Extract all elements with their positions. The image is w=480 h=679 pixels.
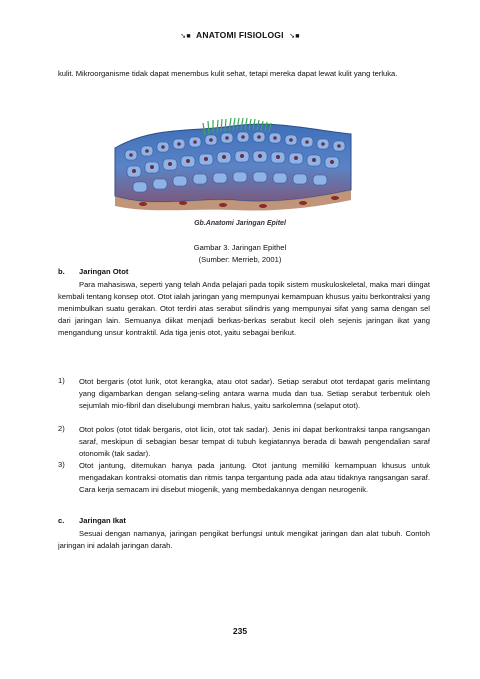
section-c-number: c. [58,516,65,525]
header-title: ANATOMI FISIOLOGI [196,30,284,40]
epithelium-illustration [113,108,353,214]
section-c-paragraph: Sesuai dengan namanya, jaringan pengikat berfungsi untuk mengikat jaringan dan alat tubuh. Contoh jaringan ini adalah jaringan darah. [58,529,430,551]
figure-image-label: Gb.Anatomi Jaringan Epitel [194,220,286,227]
list-item-number: 3) [58,460,65,469]
list-item-number: 1) [58,376,65,385]
list-item-text: Otot bergaris (otot lurik, otot kerangka, atau otot sadar). Setiap serabut otot terdapat garis melintang yang digambarkan dengan selang-seling antara warna muda dan tua. Setiap serabut terbentuk oleh sejumlah mio-fibril dan diselubungi membran halus, yaitu sarkolemna (selaput otot). [79,377,430,411]
header-mark-left: ➘■ [180,33,191,40]
section-c-heading: Jaringan Ikat [79,516,126,525]
figure-source: (Sumber: Merrieb, 2001) [198,255,282,264]
header-mark-right: ➘■ [289,33,300,40]
section-b-heading: Jaringan Otot [79,267,129,276]
section-b-number: b. [58,267,65,276]
figure-caption: Gambar 3. Jaringan Epithel [193,243,287,252]
epithelium-drawing [113,108,353,214]
running-header [0,30,480,40]
list-item-text: Otot polos (otot tidak bergaris, otot licin, otot tak sadar). Jenis ini dapat berkontraksi tanpa rangsangan saraf, meskipun di sebagian besar tempat di tubuh kegiatannya berada di bawah pengendalian saraf otonomik (tak sadar). [79,425,430,459]
intro-paragraph: kulit. Mikroorganisme tidak dapat menembus kulit sehat, tetapi mereka dapat lewat kulit yang terluka. [58,69,398,78]
list-item-text: Otot jantung, ditemukan hanya pada jantung. Otot jantung memiliki kemampuan khusus untuk mengadakan kontraksi otomatis dan ritmis tanpa tergantung pada ada atau tidaknya rangsangan saraf. Cara kerja semacam ini disebut miogenik, yang membedakannya dengan neurogenik. [79,461,430,495]
section-b-paragraph: Para mahasiswa, seperti yang telah Anda pelajari pada topik sistem muskuloskeletal, maka mari diingat kembali tentang konsep otot. Otot ialah jaringan yang mempunyai kemampuan khusus yaitu berkontraksi yang menimbulkan suatu gerakan. Otot terdiri atas serabut silindris yang mempunyai sifat yang sama dengan sel dari jaringan lain. Semuanya diikat menjadi berkas-berkas serabut kecil oleh sejenis jaringan ikat yang mengandung unsur kontraktil. Ada tiga jenis otot, yaitu sebagai berikut. [58,280,430,338]
page-number: 235 [232,626,248,636]
list-item-number: 2) [58,424,65,433]
